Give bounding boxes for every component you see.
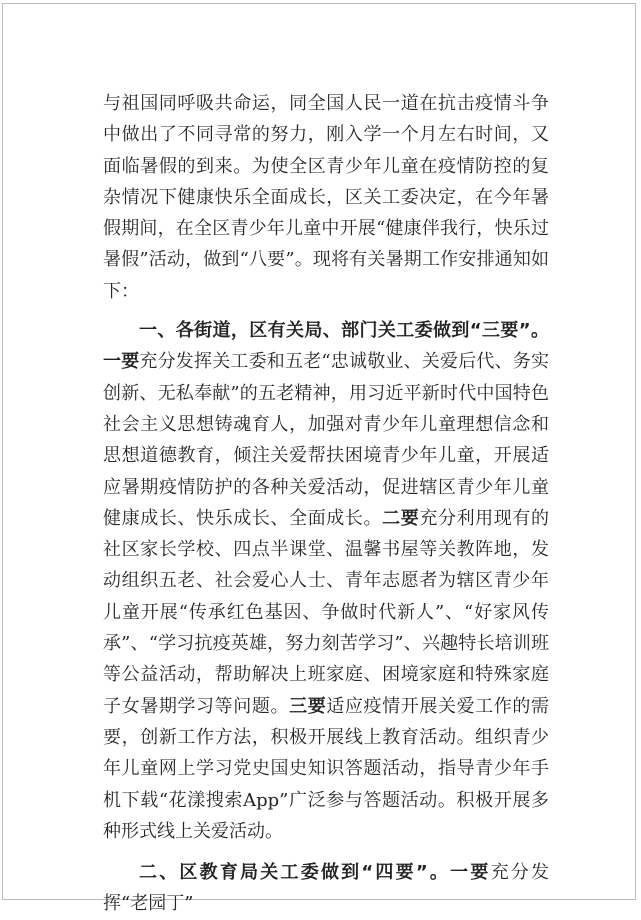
section-1-req1-label: 一要 bbox=[103, 351, 140, 373]
section-1-paragraph bbox=[103, 315, 549, 847]
section-1-req2-text: 充分利用现有的社区家长学校、四点半课堂、温馨书屋等关教阵地，发动组织五老、社会爱心人士、青年志愿者为辖区青少年儿童开展“传承红色基因、争做时代新人”、“好家风传承”、“学习抗疫英雄，努力刻苦学习”、兴趣特长培训班等公益活动，帮助解决上班家庭、困境家庭和特殊家庭子女暑期学习等问题。 bbox=[103, 507, 550, 717]
section-2-req1-text: 充分发挥“老园丁” bbox=[103, 862, 549, 915]
document-page bbox=[2, 3, 636, 915]
intro-paragraph bbox=[103, 88, 549, 307]
section-1-req2-label: 二要 bbox=[382, 507, 420, 529]
document-body bbox=[103, 88, 549, 920]
section-1-req3-text: 适应疫情开展关爱工作的需要，创新工作方法，积极开展线上教育活动。组织青少年儿童网上学习党史国史知识答题活动，指导青少年手机下载“花漾搜索App”广泛参与答题活动。积极开展多种形式线上关爱活动。 bbox=[103, 695, 550, 842]
section-1-req1-text: 充分发挥关工委和五老“忠诚敬业、关爱后代、务实创新、无私奉献”的五老精神，用习近平新时代中国特色社会主义思想铸魂育人，加强对青少年儿童理想信念和思想道德教育，倾注关爱帮扶困境青少年儿童，开展适应暑期疫情防护的各种关爱活动，促进辖区青少年儿童健康成长、快乐成长、全面成长。 bbox=[103, 351, 550, 529]
section-1-heading: 一、各街道，区有关局、部门关工委做到“三要”。 bbox=[139, 320, 549, 342]
intro-text: 与祖国同呼吸共命运，同全国人民一道在抗击疫情斗争中做出了不同寻常的努力，刚入学一个月左右时间，又面临暑假的到来。为使全区青少年儿童在疫情防控的复杂情况下健康快乐全面成长，区关工委决定，在今年暑假期间，在全区青少年儿童中开展“健康伴我行，快乐过暑假”活动，做到“八要”。现将有关暑期工作安排通知如下： bbox=[103, 93, 549, 302]
section-2-heading: 二、区教育局关工委做到“四要”。 bbox=[139, 862, 451, 884]
section-2-req1-label: 一要 bbox=[450, 862, 491, 884]
section-2-paragraph bbox=[103, 857, 549, 920]
section-1-req3-label: 三要 bbox=[289, 695, 327, 717]
